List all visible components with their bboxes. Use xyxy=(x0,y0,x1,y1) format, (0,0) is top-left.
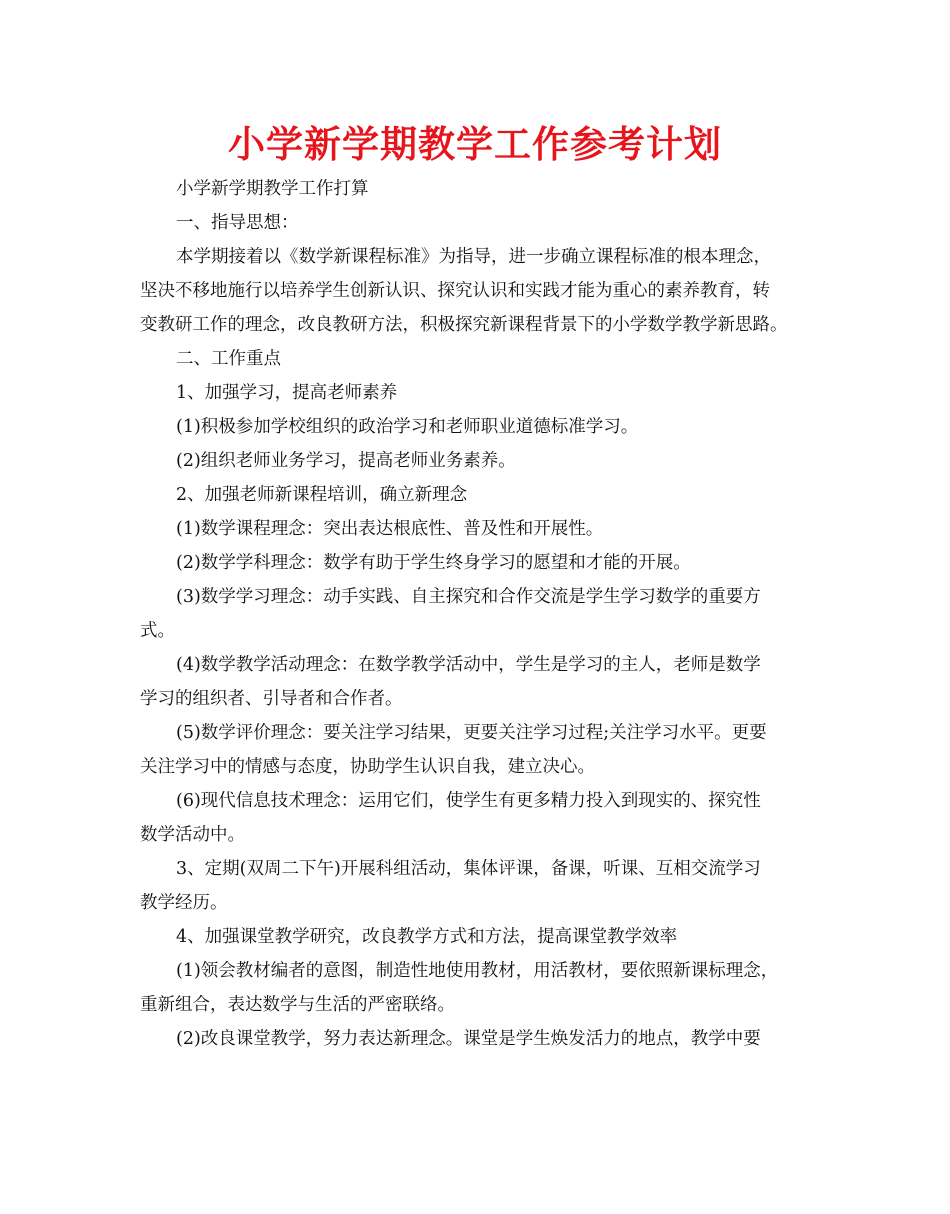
list-item-continuation: 重新组合，表达数学与生活的严密联络。 xyxy=(140,995,455,1015)
list-item-heading: 1、加强学习，提高老师素养 xyxy=(176,383,398,403)
paragraph-line: 本学期接着以《数学新课程标准》为指导，进一步确立课程标准的根本理念， xyxy=(176,247,771,267)
list-item: (4)数学教学活动理念：在数学教学活动中，学生是学习的主人，老师是数学 xyxy=(176,655,761,675)
list-item-continuation: 关注学习中的情感与态度，协助学生认识自我，建立决心。 xyxy=(140,757,595,777)
list-item-continuation: 教学经历。 xyxy=(140,893,228,913)
list-item: (2)组织老师业务学习，提高老师业务素养。 xyxy=(176,451,516,471)
document-body xyxy=(140,172,820,1056)
list-item: (3)数学学习理念：动手实践、自主探究和合作交流是学生学习数学的重要方 xyxy=(176,587,761,607)
list-item-heading: 4、加强课堂教学研究，改良教学方式和方法，提高课堂教学效率 xyxy=(176,927,678,947)
paragraph-subtitle: 小学新学期教学工作打算 xyxy=(176,179,369,199)
list-item: (1)积极参加学校组织的政治学习和老师职业道德标准学习。 xyxy=(176,417,639,437)
list-item-continuation: 学习的组织者、引导者和合作者。 xyxy=(140,689,403,709)
list-item: (5)数学评价理念：要关注学习结果，更要关注学习过程;关注学习水平。更要 xyxy=(176,723,767,743)
list-item: (2)数学学科理念：数学有助于学生终身学习的愿望和才能的开展。 xyxy=(176,553,691,573)
list-item: (1)领会教材编者的意图，制造性地使用教材，用活教材，要依照新课标理念， xyxy=(176,961,779,981)
list-item-heading: 2、加强老师新课程培训，确立新理念 xyxy=(176,485,468,505)
list-item: (6)现代信息技术理念：运用它们，使学生有更多精力投入到现实的、探究性 xyxy=(176,791,761,811)
list-item-continuation: 式。 xyxy=(140,621,175,641)
list-item: (2)改良课堂教学，努力表达新理念。课堂是学生焕发活力的地点，教学中要 xyxy=(176,1029,761,1049)
paragraph-line: 坚决不移地施行以培养学生创新认识、探究认识和实践才能为重心的素养教育，转 xyxy=(140,281,770,301)
paragraph-line: 变教研工作的理念，改良教研方法，积极探究新课程背景下的小学数学教学新思路。 xyxy=(140,315,788,335)
heading-work-focus: 二、工作重点 xyxy=(176,349,281,369)
list-item: (1)数学课程理念：突出表达根底性、普及性和开展性。 xyxy=(176,519,604,539)
document-title: 小学新学期教学工作参考计划 xyxy=(228,123,722,166)
heading-guiding-ideology: 一、指导思想： xyxy=(176,213,299,233)
list-item-continuation: 数学活动中。 xyxy=(140,825,245,845)
list-item-heading: 3、定期(双周二下午)开展科组活动，集体评课，备课，听课、互相交流学习 xyxy=(176,859,761,879)
